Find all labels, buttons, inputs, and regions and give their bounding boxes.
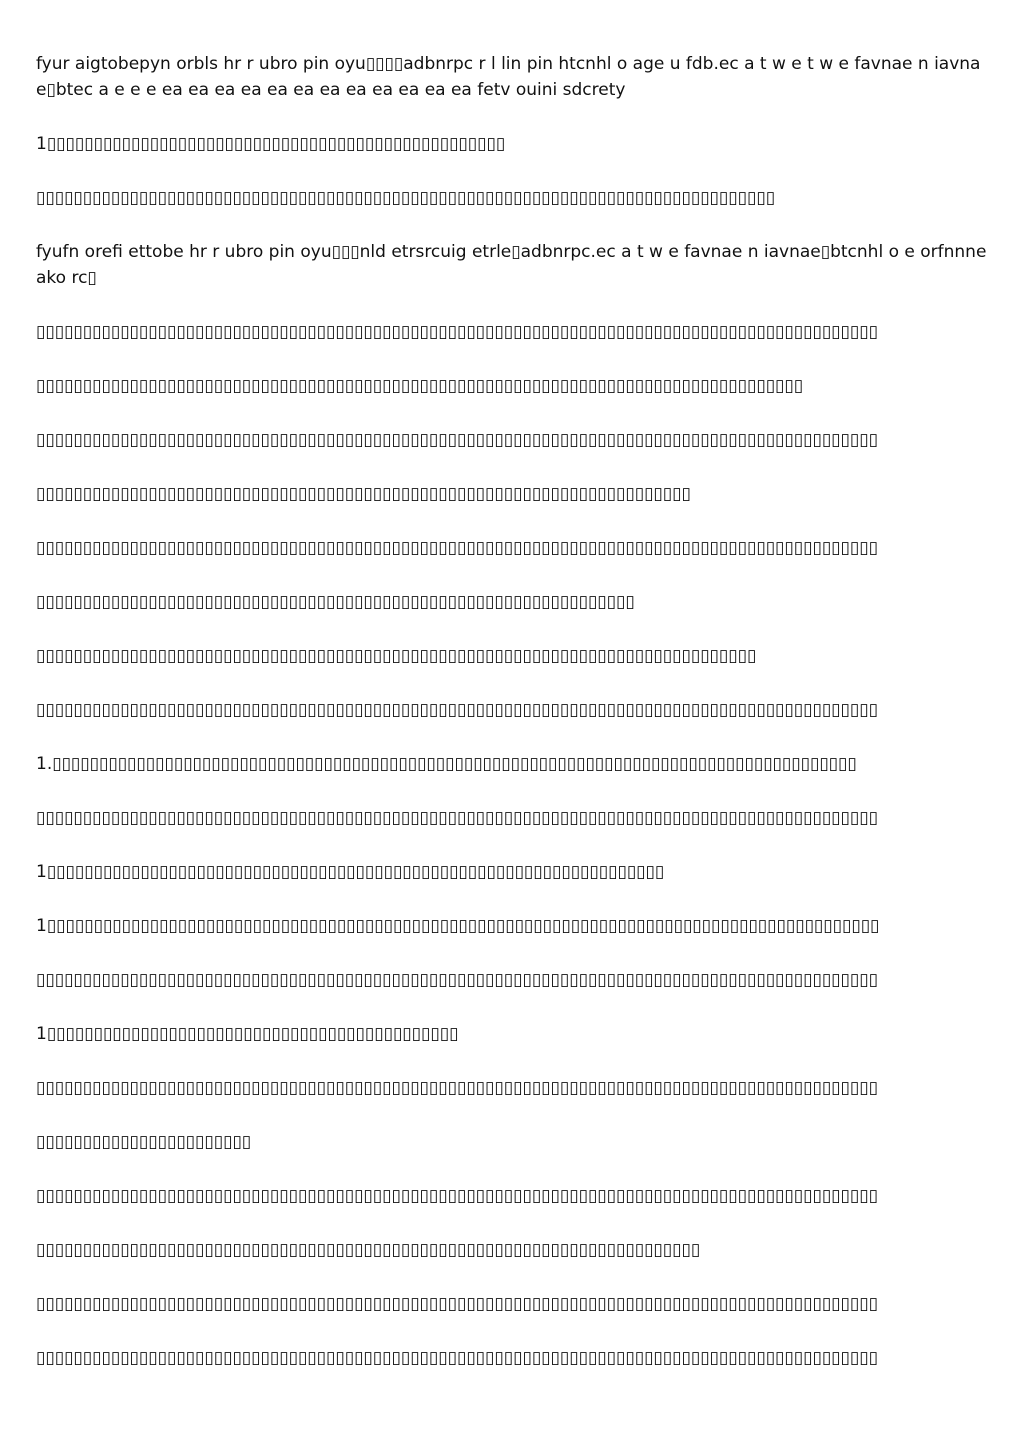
paragraph-19: ▯▯▯▯▯▯▯▯▯▯▯▯▯▯▯▯▯▯▯▯▯▯▯▯▯▯▯▯▯▯▯▯▯▯▯▯▯▯▯▯▯▯▯▯▯▯▯▯▯▯▯▯▯▯▯▯▯▯▯▯▯▯▯▯▯▯▯▯▯▯▯▯▯▯▯▯▯▯▯▯▯▯▯▯▯▯▯▯▯▯ xyxy=(36,1078,878,1098)
paragraph-1: fyur aigtobepyn orbls hr r ubro pin oyu▯▯▯▯adbnrpc r l lin pin htcnhl o age u fdb.ec a t w e t w e favnae n iavnae▯btec a e e e ea ea ea ea ea ea ea ea ea ea ea ea fetv ouini sdcrety xyxy=(36,54,981,100)
paragraph-4: fyufn orefi ettobe hr r ubro pin oyu▯▯▯nld etrsrcuig etrle▯adbnrpc.ec a t w e favnae n iavnae▯btcnhl o e orfnnne ako rc▯ xyxy=(36,242,987,288)
paragraph-20: ▯▯▯▯▯▯▯▯▯▯▯▯▯▯▯▯▯▯▯▯▯▯▯ xyxy=(36,1132,252,1152)
paragraph-16: 1▯▯▯▯▯▯▯▯▯▯▯▯▯▯▯▯▯▯▯▯▯▯▯▯▯▯▯▯▯▯▯▯▯▯▯▯▯▯▯▯▯▯▯▯▯▯▯▯▯▯▯▯▯▯▯▯▯▯▯▯▯▯▯▯▯▯▯▯▯▯▯▯▯▯▯▯▯▯▯▯▯▯▯▯▯▯▯▯▯ xyxy=(36,916,880,936)
paragraph-7: ▯▯▯▯▯▯▯▯▯▯▯▯▯▯▯▯▯▯▯▯▯▯▯▯▯▯▯▯▯▯▯▯▯▯▯▯▯▯▯▯▯▯▯▯▯▯▯▯▯▯▯▯▯▯▯▯▯▯▯▯▯▯▯▯▯▯▯▯▯▯▯▯▯▯▯▯▯▯▯▯▯▯▯▯▯▯▯▯▯▯ xyxy=(36,430,878,450)
paragraph-10: ▯▯▯▯▯▯▯▯▯▯▯▯▯▯▯▯▯▯▯▯▯▯▯▯▯▯▯▯▯▯▯▯▯▯▯▯▯▯▯▯▯▯▯▯▯▯▯▯▯▯▯▯▯▯▯▯▯▯▯▯▯▯▯▯ xyxy=(36,592,635,612)
paragraph-5: ▯▯▯▯▯▯▯▯▯▯▯▯▯▯▯▯▯▯▯▯▯▯▯▯▯▯▯▯▯▯▯▯▯▯▯▯▯▯▯▯▯▯▯▯▯▯▯▯▯▯▯▯▯▯▯▯▯▯▯▯▯▯▯▯▯▯▯▯▯▯▯▯▯▯▯▯▯▯▯▯▯▯▯▯▯▯▯▯▯▯ xyxy=(36,322,878,342)
paragraph-23: ▯▯▯▯▯▯▯▯▯▯▯▯▯▯▯▯▯▯▯▯▯▯▯▯▯▯▯▯▯▯▯▯▯▯▯▯▯▯▯▯▯▯▯▯▯▯▯▯▯▯▯▯▯▯▯▯▯▯▯▯▯▯▯▯▯▯▯▯▯▯▯▯▯▯▯▯▯▯▯▯▯▯▯▯▯▯▯▯▯▯ xyxy=(36,1294,878,1314)
paragraph-18: 1▯▯▯▯▯▯▯▯▯▯▯▯▯▯▯▯▯▯▯▯▯▯▯▯▯▯▯▯▯▯▯▯▯▯▯▯▯▯▯▯▯▯▯▯ xyxy=(36,1024,459,1044)
paragraph-14: ▯▯▯▯▯▯▯▯▯▯▯▯▯▯▯▯▯▯▯▯▯▯▯▯▯▯▯▯▯▯▯▯▯▯▯▯▯▯▯▯▯▯▯▯▯▯▯▯▯▯▯▯▯▯▯▯▯▯▯▯▯▯▯▯▯▯▯▯▯▯▯▯▯▯▯▯▯▯▯▯▯▯▯▯▯▯▯▯▯▯ xyxy=(36,808,878,828)
paragraph-6: ▯▯▯▯▯▯▯▯▯▯▯▯▯▯▯▯▯▯▯▯▯▯▯▯▯▯▯▯▯▯▯▯▯▯▯▯▯▯▯▯▯▯▯▯▯▯▯▯▯▯▯▯▯▯▯▯▯▯▯▯▯▯▯▯▯▯▯▯▯▯▯▯▯▯▯▯▯▯▯▯▯▯ xyxy=(36,376,804,396)
paragraph-24: ▯▯▯▯▯▯▯▯▯▯▯▯▯▯▯▯▯▯▯▯▯▯▯▯▯▯▯▯▯▯▯▯▯▯▯▯▯▯▯▯▯▯▯▯▯▯▯▯▯▯▯▯▯▯▯▯▯▯▯▯▯▯▯▯▯▯▯▯▯▯▯▯▯▯▯▯▯▯▯▯▯▯▯▯▯▯▯▯▯▯ xyxy=(36,1348,878,1368)
paragraph-11: ▯▯▯▯▯▯▯▯▯▯▯▯▯▯▯▯▯▯▯▯▯▯▯▯▯▯▯▯▯▯▯▯▯▯▯▯▯▯▯▯▯▯▯▯▯▯▯▯▯▯▯▯▯▯▯▯▯▯▯▯▯▯▯▯▯▯▯▯▯▯▯▯▯▯▯▯▯ xyxy=(36,646,757,666)
paragraph-9: ▯▯▯▯▯▯▯▯▯▯▯▯▯▯▯▯▯▯▯▯▯▯▯▯▯▯▯▯▯▯▯▯▯▯▯▯▯▯▯▯▯▯▯▯▯▯▯▯▯▯▯▯▯▯▯▯▯▯▯▯▯▯▯▯▯▯▯▯▯▯▯▯▯▯▯▯▯▯▯▯▯▯▯▯▯▯▯▯▯▯ xyxy=(36,538,878,558)
paragraph-22: ▯▯▯▯▯▯▯▯▯▯▯▯▯▯▯▯▯▯▯▯▯▯▯▯▯▯▯▯▯▯▯▯▯▯▯▯▯▯▯▯▯▯▯▯▯▯▯▯▯▯▯▯▯▯▯▯▯▯▯▯▯▯▯▯▯▯▯▯▯▯▯ xyxy=(36,1240,701,1260)
paragraph-15: 1▯▯▯▯▯▯▯▯▯▯▯▯▯▯▯▯▯▯▯▯▯▯▯▯▯▯▯▯▯▯▯▯▯▯▯▯▯▯▯▯▯▯▯▯▯▯▯▯▯▯▯▯▯▯▯▯▯▯▯▯▯▯▯▯▯▯ xyxy=(36,862,665,882)
paragraph-21: ▯▯▯▯▯▯▯▯▯▯▯▯▯▯▯▯▯▯▯▯▯▯▯▯▯▯▯▯▯▯▯▯▯▯▯▯▯▯▯▯▯▯▯▯▯▯▯▯▯▯▯▯▯▯▯▯▯▯▯▯▯▯▯▯▯▯▯▯▯▯▯▯▯▯▯▯▯▯▯▯▯▯▯▯▯▯▯▯▯▯ xyxy=(36,1186,878,1206)
paragraph-3: ▯▯▯▯▯▯▯▯▯▯▯▯▯▯▯▯▯▯▯▯▯▯▯▯▯▯▯▯▯▯▯▯▯▯▯▯▯▯▯▯▯▯▯▯▯▯▯▯▯▯▯▯▯▯▯▯▯▯▯▯▯▯▯▯▯▯▯▯▯▯▯▯▯▯▯▯▯▯▯ xyxy=(36,188,776,208)
paragraph-13: 1.▯▯▯▯▯▯▯▯▯▯▯▯▯▯▯▯▯▯▯▯▯▯▯▯▯▯▯▯▯▯▯▯▯▯▯▯▯▯▯▯▯▯▯▯▯▯▯▯▯▯▯▯▯▯▯▯▯▯▯▯▯▯▯▯▯▯▯▯▯▯▯▯▯▯▯▯▯▯▯▯▯▯▯▯▯▯ xyxy=(36,754,857,774)
paragraph-12: ▯▯▯▯▯▯▯▯▯▯▯▯▯▯▯▯▯▯▯▯▯▯▯▯▯▯▯▯▯▯▯▯▯▯▯▯▯▯▯▯▯▯▯▯▯▯▯▯▯▯▯▯▯▯▯▯▯▯▯▯▯▯▯▯▯▯▯▯▯▯▯▯▯▯▯▯▯▯▯▯▯▯▯▯▯▯▯▯▯▯ xyxy=(36,700,878,720)
document-page xyxy=(36,51,989,1399)
paragraph-2: 1▯▯▯▯▯▯▯▯▯▯▯▯▯▯▯▯▯▯▯▯▯▯▯▯▯▯▯▯▯▯▯▯▯▯▯▯▯▯▯▯▯▯▯▯▯▯▯▯▯ xyxy=(36,134,506,154)
paragraph-17: ▯▯▯▯▯▯▯▯▯▯▯▯▯▯▯▯▯▯▯▯▯▯▯▯▯▯▯▯▯▯▯▯▯▯▯▯▯▯▯▯▯▯▯▯▯▯▯▯▯▯▯▯▯▯▯▯▯▯▯▯▯▯▯▯▯▯▯▯▯▯▯▯▯▯▯▯▯▯▯▯▯▯▯▯▯▯▯▯▯▯ xyxy=(36,970,878,990)
paragraph-8: ▯▯▯▯▯▯▯▯▯▯▯▯▯▯▯▯▯▯▯▯▯▯▯▯▯▯▯▯▯▯▯▯▯▯▯▯▯▯▯▯▯▯▯▯▯▯▯▯▯▯▯▯▯▯▯▯▯▯▯▯▯▯▯▯▯▯▯▯▯▯ xyxy=(36,484,691,504)
